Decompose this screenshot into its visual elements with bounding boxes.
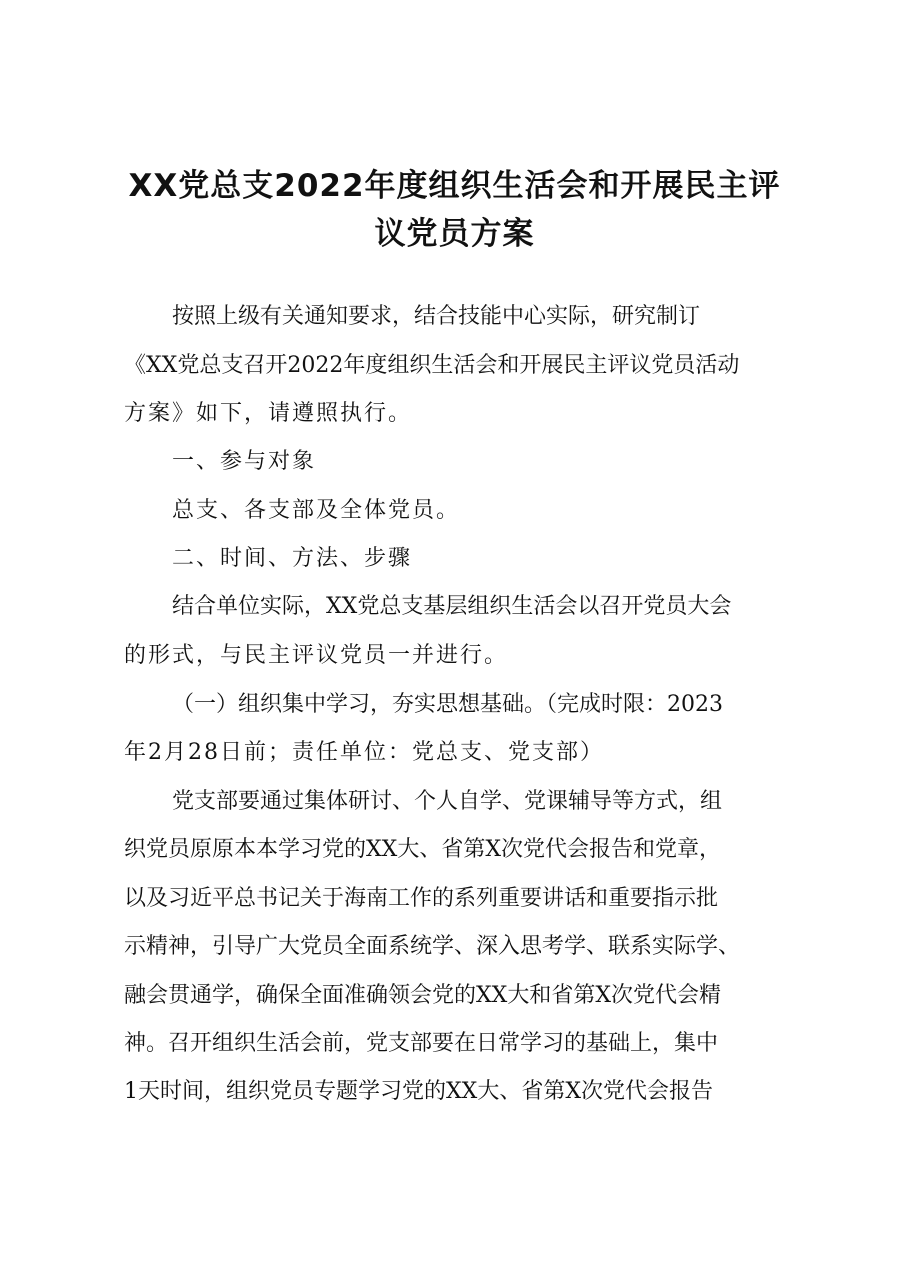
paragraph-line: 神。召开组织生活会前，党支部要在日常学习的基础上，集中: [124, 1031, 719, 1056]
subsection-heading: 年2月28日前；责任单位：党总支、党支部）: [124, 740, 604, 765]
paragraph-line: 融会贯通学，确保全面准确领会党的XX大和省第X次党代会精: [124, 983, 721, 1008]
paragraph-line: 示精神，引导广大党员全面系统学、深入思考学、联系实际学、: [124, 934, 741, 959]
paragraph-line: 织党员原原本本学习党的XX大、省第X次党代会报告和党章，: [124, 837, 721, 862]
paragraph-line: 以及习近平总书记关于海南工作的系列重要讲话和重要指示批: [124, 886, 719, 911]
section-heading: 一、参与对象: [172, 449, 317, 474]
paragraph-line: 的形式，与民主评议党员一并进行。: [124, 643, 509, 668]
paragraph-line: 1天时间，组织党员专题学习党的XX大、省第X次党代会报告: [124, 1079, 713, 1104]
paragraph-line: 按照上级有关通知要求，结合技能中心实际，研究制订: [172, 304, 701, 329]
document-title-line-1: XX党总支2022年度组织生活会和开展民主评: [128, 168, 781, 204]
subsection-heading: （一）组织集中学习，夯实思想基础。（完成时限：2023: [172, 692, 723, 717]
section-heading: 二、时间、方法、步骤: [172, 546, 413, 571]
paragraph-line: 总支、各支部及全体党员。: [172, 498, 461, 523]
document-title-line-2: 议党员方案: [374, 216, 535, 252]
paragraph-line: 《XX党总支召开2022年度组织生活会和开展民主评议党员活动: [124, 353, 740, 378]
paragraph-line: 党支部要通过集体研讨、个人自学、党课辅导等方式，组: [172, 789, 723, 814]
paragraph-line: 结合单位实际，XX党总支基层组织生活会以召开党员大会: [172, 594, 732, 619]
paragraph-line: 方案》如下，请遵照执行。: [124, 401, 413, 426]
